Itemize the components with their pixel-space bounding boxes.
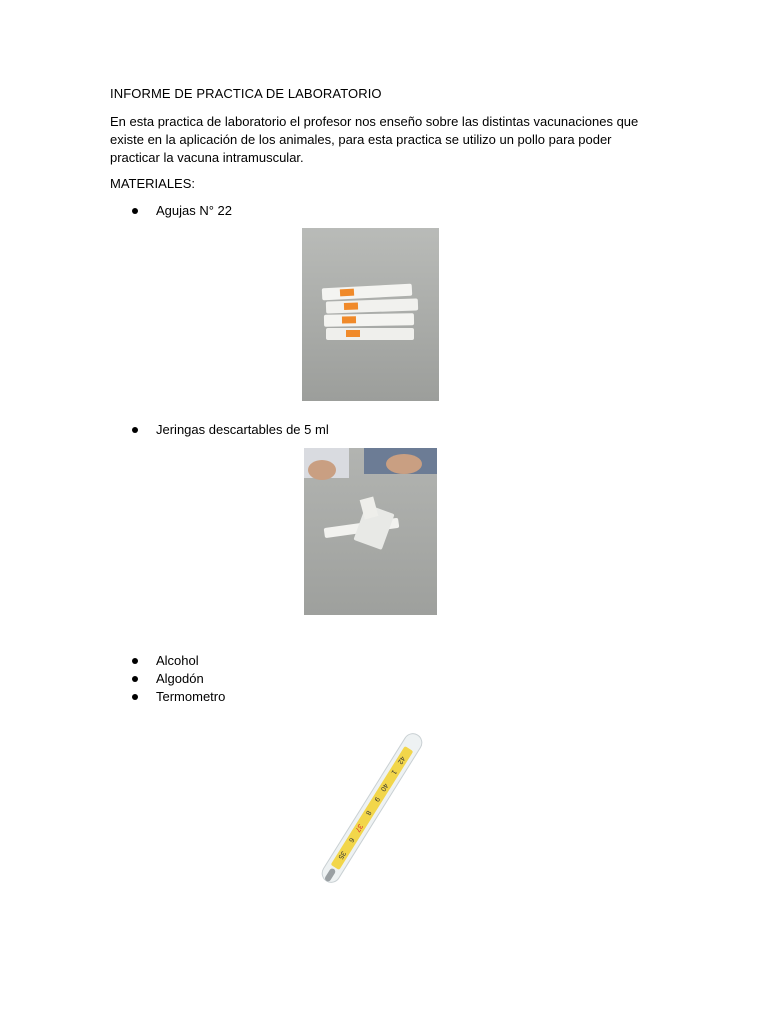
thermometer-scale-label: 9 — [372, 795, 381, 803]
bullet-icon — [132, 676, 138, 682]
bullet-icon — [132, 694, 138, 700]
bullet-icon — [132, 658, 138, 664]
list-item — [132, 203, 232, 218]
list-item — [132, 422, 329, 437]
needles-photo — [302, 228, 439, 401]
intro-paragraph — [110, 113, 650, 167]
thermometer-scale-label: 6 — [347, 836, 356, 844]
intro-line: existe en la aplicación de los animales, para esta practica se utilizo un pollo para poder — [110, 132, 612, 147]
thermometer-scale-label: 42 — [395, 754, 406, 766]
list-item-label: Alcohol — [156, 653, 199, 668]
bullet-icon — [132, 208, 138, 214]
materials-heading: MATERIALES: — [110, 176, 196, 191]
list-item-label: Jeringas descartables de 5 ml — [156, 422, 329, 437]
intro-line: En esta practica de laboratorio el profesor nos enseño sobre las distintas vacunaciones que — [110, 114, 639, 129]
list-item — [132, 671, 204, 686]
bullet-icon — [132, 427, 138, 433]
thermometer-scale-label: 1 — [389, 768, 398, 776]
list-item-label: Algodón — [156, 671, 204, 686]
syringes-photo — [304, 448, 437, 615]
thermometer-scale-label: 40 — [378, 781, 389, 793]
list-item — [132, 689, 225, 704]
intro-line: practicar la vacuna intramuscular. — [110, 150, 304, 165]
thermometer-scale-label: 37 — [353, 822, 364, 833]
thermometer-image — [304, 716, 440, 900]
report-title: INFORME DE PRACTICA DE LABORATORIO — [110, 86, 382, 101]
list-item-label: Agujas N° 22 — [156, 203, 233, 218]
thermometer-scale-label: 35 — [336, 849, 347, 861]
list-item-label: Termometro — [156, 689, 226, 704]
list-item — [132, 653, 199, 668]
thermometer-scale-label: 8 — [363, 809, 373, 817]
